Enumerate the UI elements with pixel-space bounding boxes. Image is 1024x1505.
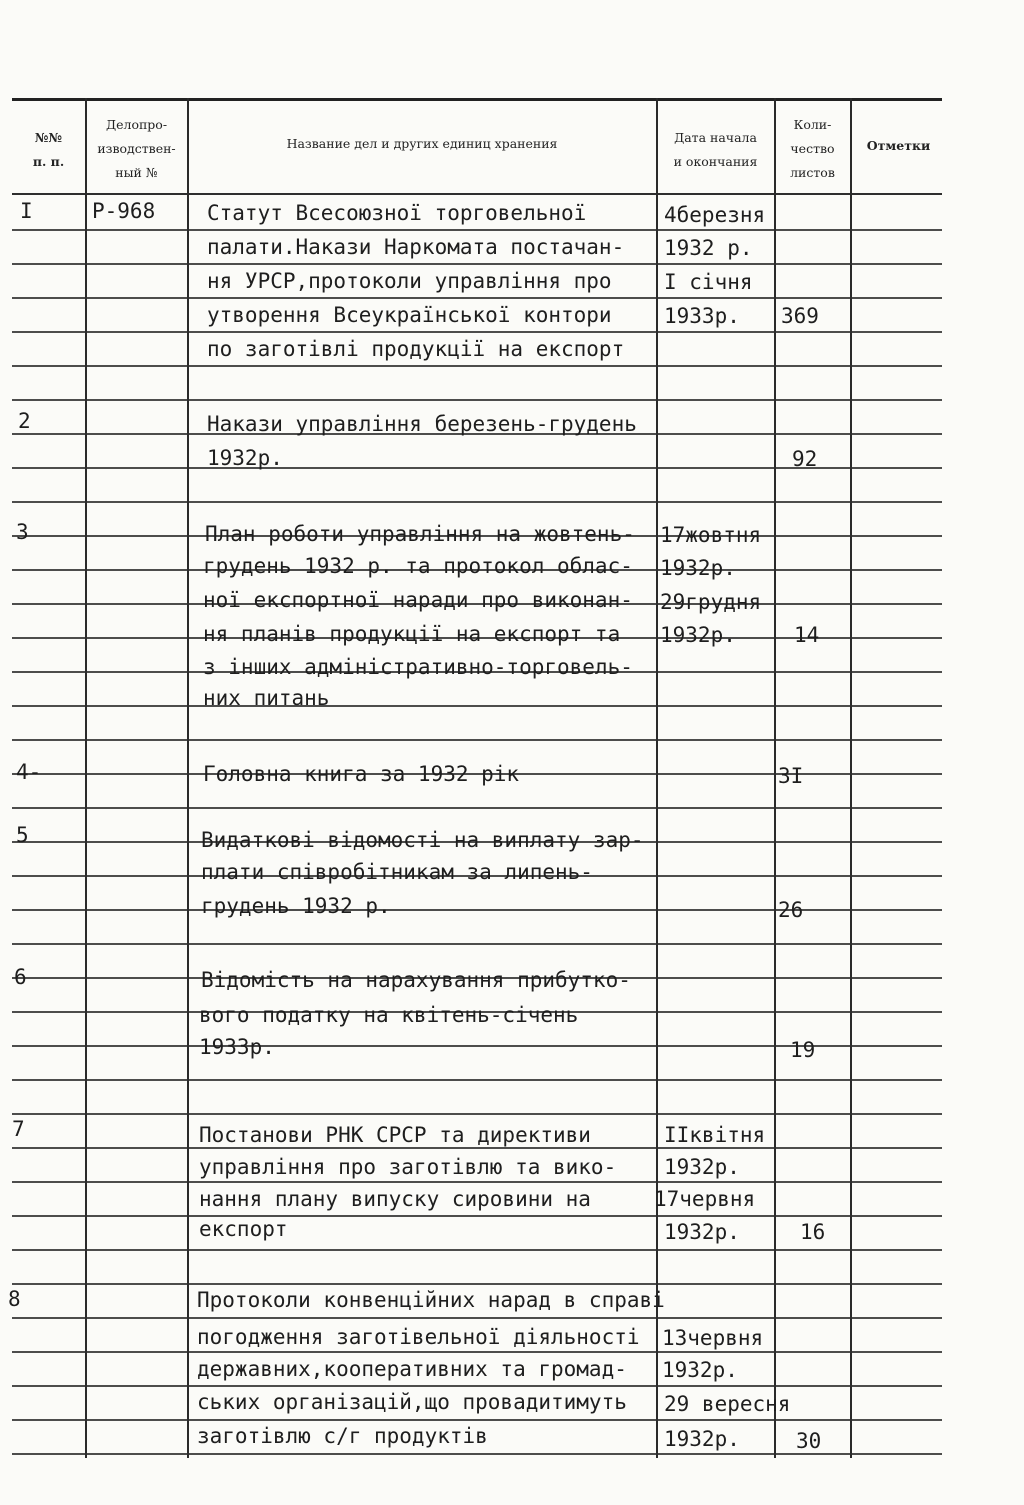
case-title-line: ських організацій,що провадитимуть (197, 1390, 627, 1414)
case-title-line: палати.Накази Наркомата постачан- (207, 235, 625, 259)
date-range-line: 1932р. (660, 556, 736, 580)
ruled-line (12, 399, 942, 401)
ruled-line (12, 739, 942, 741)
header-col-sheets-line: листов (790, 165, 835, 180)
date-range-line: 1932р. (664, 1155, 740, 1179)
case-title-line: вого податку на квітень-січень (199, 1003, 579, 1027)
case-title-line: них питань (203, 686, 330, 710)
date-range-line: 13червня (662, 1326, 764, 1350)
row-number: 3 (16, 520, 29, 544)
case-title-line: Статут Всесоюзної торговельної (207, 201, 587, 225)
ruled-line (12, 1317, 942, 1319)
header-col-case-line: Делопро- (105, 117, 168, 132)
sheet-count: 26 (778, 898, 804, 922)
row-number: I (20, 199, 33, 223)
case-title-line: експорт (199, 1217, 288, 1241)
date-range-line: 1933р. (664, 304, 740, 328)
row-number: 2 (18, 409, 31, 433)
table-top-rule (12, 98, 942, 101)
case-title-line: нання плану випуску сировини на (199, 1187, 591, 1211)
case-title-line: Відомість на нарахування прибутко- (201, 968, 631, 992)
column-divider (187, 98, 189, 1458)
header-col-no (12, 110, 85, 190)
date-range-line: 4березня (664, 203, 766, 227)
row-number: 6 (14, 965, 27, 989)
case-title-line: План роботи управління на жовтень- (205, 522, 635, 546)
sheet-count: 30 (796, 1429, 822, 1453)
case-title-line: з інших адміністративно-торговель- (203, 655, 633, 679)
date-range-line: 1932р. (664, 1427, 740, 1451)
case-title-line: грудень 1932 р. (201, 894, 391, 918)
ruled-line (12, 1079, 942, 1081)
header-col-no-line: п. п. (32, 154, 65, 169)
column-divider (774, 98, 776, 1458)
column-divider (656, 98, 658, 1458)
case-title-line: ної експортної наради про виконан- (203, 588, 633, 612)
date-range-line: 1932 р. (664, 236, 753, 260)
date-range-line: 1932р. (660, 623, 736, 647)
header-col-sheets (775, 106, 850, 192)
row-number: 8 (8, 1287, 21, 1311)
ruled-line (12, 807, 942, 809)
ruled-line (12, 705, 942, 707)
date-range-line: 29 вересня (664, 1392, 791, 1416)
case-title-line: Протоколи конвенційних нарад в справі (197, 1288, 665, 1312)
case-title-line: Накази управління березень-грудень (207, 412, 637, 436)
column-divider (850, 98, 852, 1458)
header-col-case-line: ный № (115, 165, 158, 180)
case-title-line: Постанови РНК СРСР та директиви (199, 1123, 591, 1147)
header-col-case-line: изводствен- (97, 141, 176, 156)
ruled-line (12, 1113, 942, 1115)
date-range-line: I січня (664, 270, 753, 294)
sheet-count: 92 (792, 447, 818, 471)
case-number: Р-968 (92, 199, 156, 223)
header-col-dates (657, 110, 774, 190)
case-title-line: ня УРСР,протоколи управління про (207, 269, 612, 293)
case-title-line: плати співробітникам за липень- (201, 860, 593, 884)
row-number: 4- (16, 760, 42, 784)
sheet-count: 14 (794, 623, 820, 647)
case-title-line: грудень 1932 р. та протокол облас- (203, 554, 633, 578)
header-col-notes-text: Отметки (866, 138, 931, 153)
case-title-line: погодження заготівельної діяльності (197, 1325, 640, 1349)
row-number: 7 (12, 1117, 25, 1141)
header-col-sheets-line: Коли- (793, 117, 832, 132)
date-range-line: 1932р. (662, 1358, 738, 1382)
ruled-line (12, 501, 942, 503)
case-title-line: ня планів продукції на експорт та (203, 622, 621, 646)
sheet-count: 3I (778, 764, 804, 788)
sheet-count: 19 (790, 1038, 816, 1062)
header-col-case (86, 106, 187, 192)
case-title-line: заготівлю с/г продуктів (197, 1424, 488, 1448)
date-range-line: 17жовтня (660, 523, 762, 547)
case-title-line: по заготівлі продукції на експорт (207, 337, 625, 361)
header-col-dates-line: и окончания (673, 154, 758, 169)
sheet-count: 16 (800, 1220, 826, 1244)
case-title-line: Видаткові відомості на виплату зар- (201, 828, 644, 852)
case-title-line: управління про заготівлю та вико- (199, 1155, 617, 1179)
header-col-no-line: №№ (34, 130, 63, 145)
date-range-line: 1932р. (664, 1220, 740, 1244)
case-title-line: Головна книга за 1932 рік (203, 762, 520, 786)
case-title-line: 1933р. (199, 1035, 275, 1059)
row-number: 5 (16, 823, 29, 847)
header-col-sheets-line: чество (790, 141, 835, 156)
date-range-line: 17червня (654, 1187, 756, 1211)
case-title-line: державних,кооперативних та громад- (197, 1357, 627, 1381)
sheet-count: 369 (781, 304, 819, 328)
date-range-line: IIквітня (664, 1123, 766, 1147)
header-col-dates-line: Дата начала (674, 130, 757, 145)
case-title-line: утворення Всеукраїнської контори (207, 303, 612, 327)
header-col-notes (851, 106, 946, 186)
ruled-line (12, 1249, 942, 1251)
header-col-title-text: Название дел и других единиц хранения (286, 136, 558, 151)
header-col-title (188, 104, 656, 184)
case-title-line: 1932р. (207, 446, 283, 470)
column-divider (85, 98, 87, 1458)
date-range-line: 29грудня (660, 590, 762, 614)
ruled-line (12, 943, 942, 945)
